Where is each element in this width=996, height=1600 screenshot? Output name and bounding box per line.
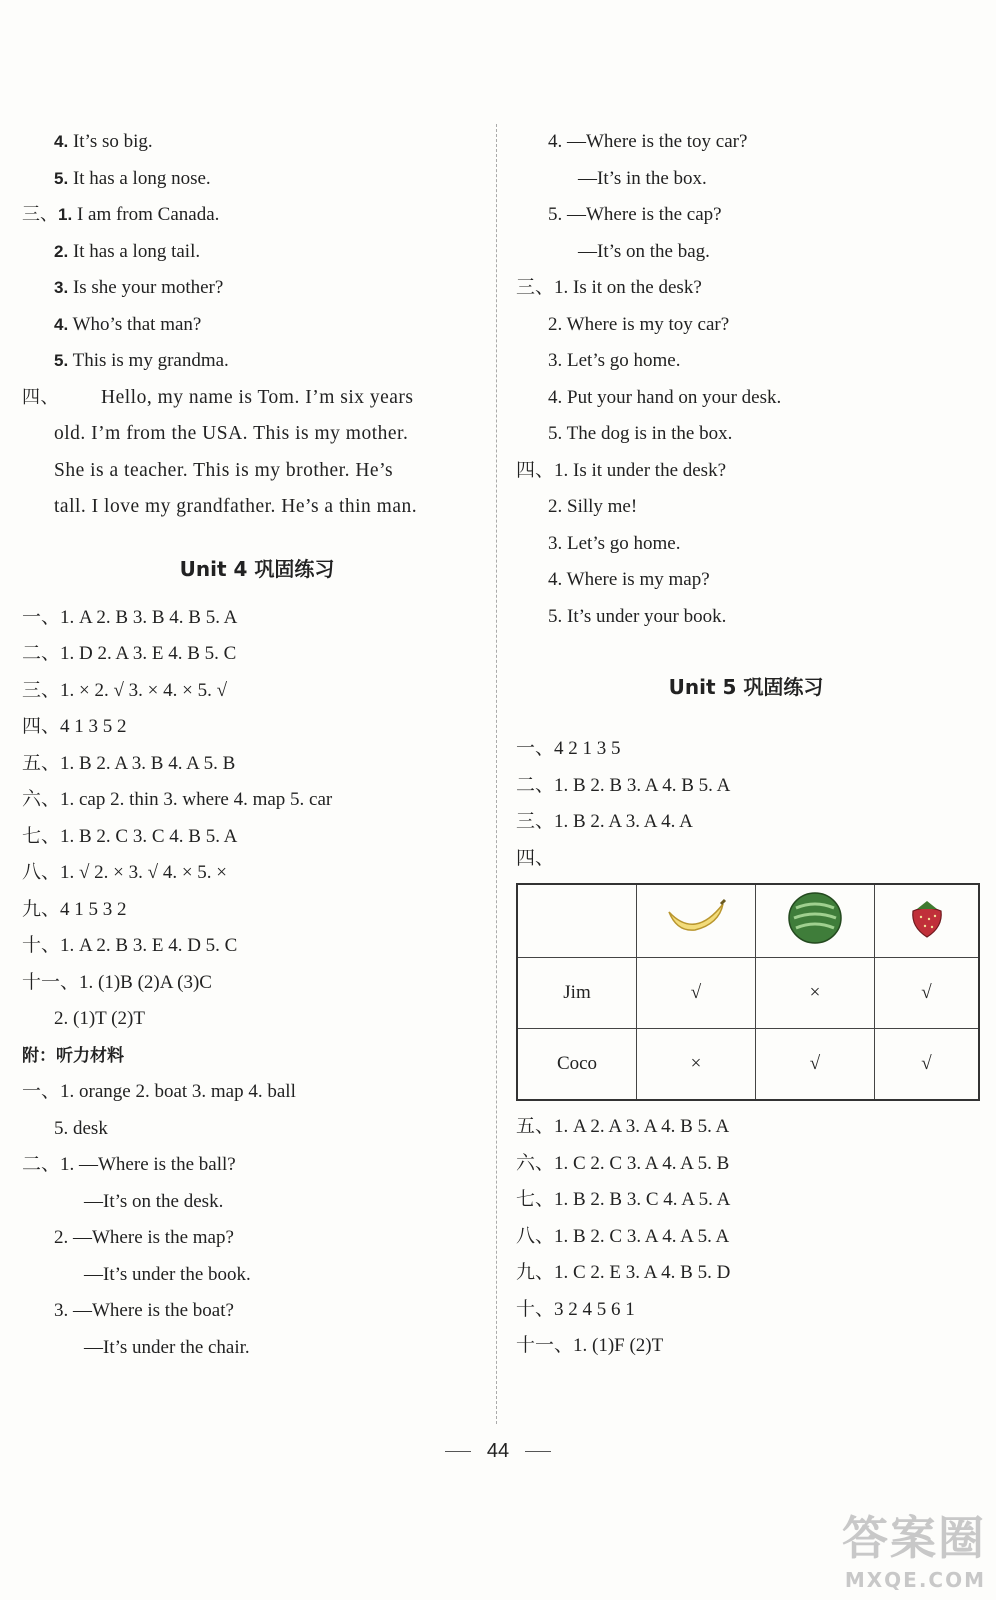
answer-line: 三、1. × 2. √ 3. × 4. × 5. √ — [22, 679, 228, 701]
site-watermark — [842, 1502, 986, 1592]
dash-right — [525, 1451, 551, 1452]
answer-line: 四、4 1 3 5 2 — [22, 716, 127, 737]
appendix-heading: 附：听力材料 — [22, 1045, 124, 1066]
answer-line: 二、1. B 2. B 3. A 4. B 5. A — [516, 774, 731, 796]
answer-line: 二、1. D 2. A 3. E 4. B 5. C — [22, 643, 237, 664]
text-line: 5. This is my grandma. — [54, 350, 229, 371]
text-line: 4. Who’s that man? — [54, 313, 202, 335]
answer-line: 五、1. B 2. A 3. B 4. A 5. B — [22, 752, 236, 774]
table-corner-cell — [517, 884, 637, 958]
table-row — [517, 1029, 979, 1101]
column-divider — [496, 124, 497, 1424]
cell-mark: × — [756, 958, 875, 1029]
listening-line: 2. —Where is the map? — [54, 1227, 234, 1248]
listening-line: —It’s under the book. — [84, 1263, 251, 1285]
listening-line: 2. Silly me! — [548, 496, 638, 517]
table-row — [517, 958, 979, 1029]
dash-left — [445, 1451, 471, 1452]
text-line: 三、1. I am from Canada. — [22, 204, 220, 225]
text-line: 5. It has a long nose. — [54, 167, 211, 189]
text-line: 3. Is she your mother? — [54, 277, 224, 298]
text-line: 2. It has a long tail. — [54, 240, 201, 262]
listening-line: 3. Let’s go home. — [548, 350, 681, 371]
answer-line: 2. (1)T (2)T — [54, 1008, 145, 1029]
answer-line: 九、1. C 2. E 3. A 4. B 5. D — [516, 1262, 731, 1283]
left-column — [22, 124, 492, 1366]
answer-line: 九、4 1 5 3 2 — [22, 898, 127, 920]
answer-line: 十一、1. (1)B (2)A (3)C — [22, 971, 212, 993]
cell-mark: × — [637, 1029, 756, 1101]
answer-line: 一、4 2 1 3 5 — [516, 738, 621, 759]
listening-line: 3. Let’s go home. — [548, 532, 681, 554]
answer-line: 八、1. √ 2. × 3. √ 4. × 5. × — [22, 862, 228, 883]
banana-icon — [637, 884, 756, 958]
answer-line: 六、1. cap 2. thin 3. where 4. map 5. car — [22, 789, 333, 810]
text-line: 4. It’s so big. — [54, 131, 153, 152]
answer-line: 六、1. C 2. C 3. A 4. A 5. B — [516, 1152, 730, 1174]
paragraph: 四、 Hello, my name is Tom. I’m six years old. I’m from the USA. This is my mother. She is a teacher. This is my brother. He’s tall. I love my grandfather. He’s a thin man. — [22, 386, 418, 517]
listening-line: 5. desk — [54, 1117, 108, 1139]
cell-mark: √ — [637, 958, 756, 1029]
listening-line: 4. Put your hand on your desk. — [548, 386, 782, 408]
row-name: Jim — [517, 958, 637, 1029]
answer-line: 十一、1. (1)F (2)T — [516, 1335, 664, 1356]
answer-line: 十、1. A 2. B 3. E 4. D 5. C — [22, 935, 238, 956]
answer-line: 五、1. A 2. A 3. A 4. B 5. A — [516, 1116, 730, 1137]
watermark-title: 答案圈 — [842, 1511, 986, 1565]
answer-line: 十、3 2 4 5 6 1 — [516, 1298, 635, 1320]
listening-line: 四、1. Is it under the desk? — [516, 459, 727, 481]
listening-line: 4. —Where is the toy car? — [548, 131, 748, 152]
answer-line: 七、1. B 2. C 3. C 4. B 5. A — [22, 825, 238, 847]
answer-line: 八、1. B 2. C 3. A 4. A 5. A — [516, 1225, 730, 1247]
right-column — [516, 124, 976, 1365]
listening-line: 5. —Where is the cap? — [548, 204, 722, 225]
watermark-url: MXQE.COM — [844, 1568, 986, 1592]
row-name: Coco — [517, 1029, 637, 1101]
listening-line: 二、1. —Where is the ball? — [22, 1154, 236, 1175]
listening-line: 一、1. orange 2. boat 3. map 4. ball — [22, 1081, 296, 1102]
listening-line: 5. The dog is in the box. — [548, 423, 733, 444]
cell-mark: √ — [756, 1029, 875, 1101]
answer-line: 七、1. B 2. B 3. C 4. A 5. A — [516, 1189, 731, 1210]
listening-line: 2. Where is my toy car? — [548, 313, 730, 335]
answer-line: 一、1. A 2. B 3. B 4. B 5. A — [22, 606, 238, 628]
cell-mark: √ — [875, 958, 980, 1029]
answer-line: 四、 — [516, 847, 555, 869]
listening-line: 3. —Where is the boat? — [54, 1300, 234, 1321]
listening-line: —It’s on the desk. — [84, 1190, 224, 1212]
watermelon-icon — [756, 884, 875, 958]
listening-line: —It’s in the box. — [578, 167, 707, 189]
listening-line: —It’s under the chair. — [84, 1336, 250, 1358]
fruit-table — [516, 883, 980, 1101]
unit5-title: Unit 5 巩固练习 — [668, 675, 824, 699]
listening-line: 4. Where is my map? — [548, 569, 710, 590]
listening-line: —It’s on the bag. — [578, 240, 710, 262]
answer-line: 三、1. B 2. A 3. A 4. A — [516, 811, 693, 832]
unit4-title: Unit 4 巩固练习 — [179, 556, 335, 581]
page-number: 44 — [0, 1440, 996, 1463]
listening-line: 三、1. Is it on the desk? — [516, 277, 702, 298]
listening-line: 5. It’s under your book. — [548, 605, 727, 627]
strawberry-icon — [875, 884, 980, 958]
cell-mark: √ — [875, 1029, 980, 1101]
